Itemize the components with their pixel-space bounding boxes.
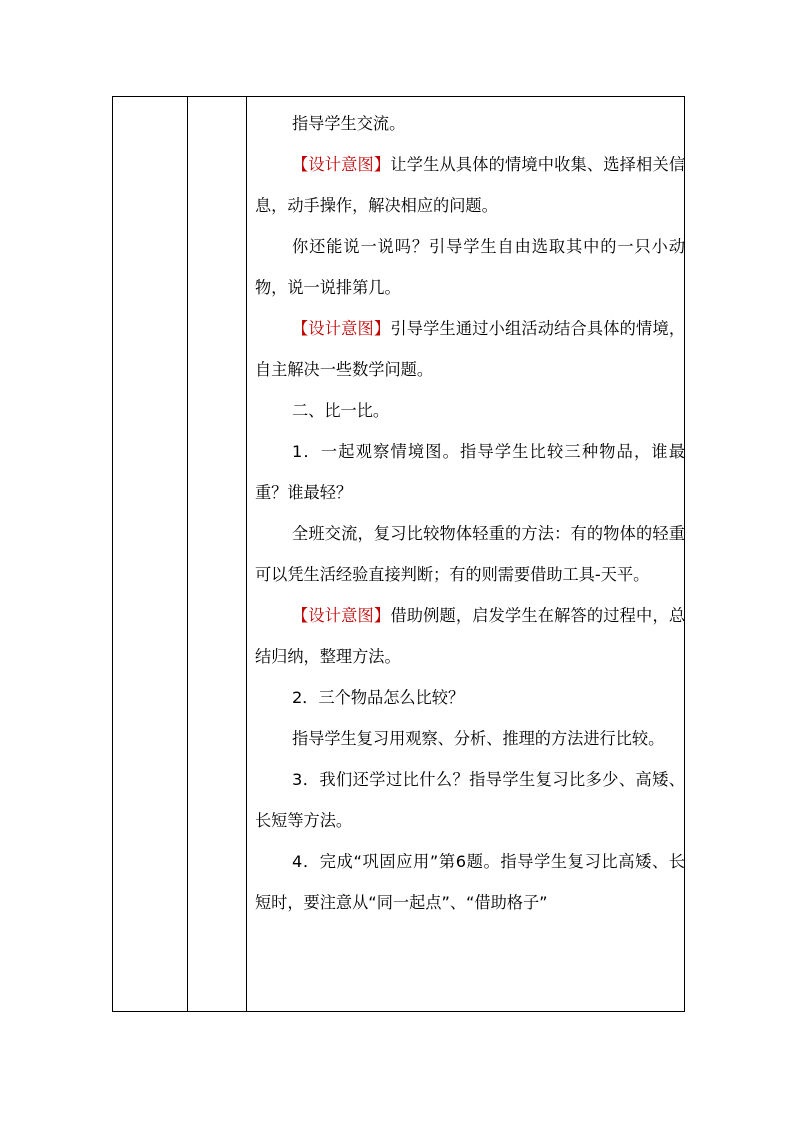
paragraph-class-exchange: 全班交流，复习比较物体轻重的方法：有的物体的轻重可以凭生活经验直接判断；有的则需要借助工具-天平。 <box>255 524 685 584</box>
lesson-content-cell <box>255 103 685 923</box>
column-divider-1 <box>187 97 188 1011</box>
paragraph-exchange: 指导学生交流。 <box>292 114 406 133</box>
column-divider-2 <box>246 97 247 1011</box>
paragraph-design-intent-1: 【设计意图】让学生从具体的情境中收集、选择相关信息，动手操作，解决相应的问题。 <box>255 155 686 215</box>
paragraph-design-intent-3: 【设计意图】借助例题，启发学生在解答的过程中，总结归纳，整理方法。 <box>255 606 686 666</box>
paragraph-say-more: 你还能说一说吗？引导学生自由选取其中的一只小动物，说一说排第几。 <box>255 237 685 297</box>
design-intent-tag: 【设计意图】 <box>292 319 391 338</box>
lesson-table <box>112 96 685 1012</box>
paragraph-design-intent-2: 【设计意图】引导学生通过小组活动结合具体的情境，自主解决一些数学问题。 <box>255 319 686 379</box>
design-intent-tag: 【设计意图】 <box>292 606 391 625</box>
section-heading-compare: 二、比一比。 <box>292 401 390 420</box>
paragraph-step-4: 4．完成“巩固应用”第6题。指导学生复习比高矮、长短时，要注意从“同一起点”、“借助格子” <box>255 852 685 912</box>
paragraph-step-1: 1．一起观察情境图。指导学生比较三种物品，谁最重？谁最轻？ <box>255 442 685 502</box>
paragraph-review-methods: 指导学生复习用观察、分析、推理的方法进行比较。 <box>292 729 665 748</box>
design-intent-tag: 【设计意图】 <box>292 155 391 174</box>
paragraph-step-3: 3．我们还学过比什么？指导学生复习比多少、高矮、长短等方法。 <box>255 770 685 830</box>
paragraph-step-2: 2．三个物品怎么比较？ <box>292 688 465 707</box>
